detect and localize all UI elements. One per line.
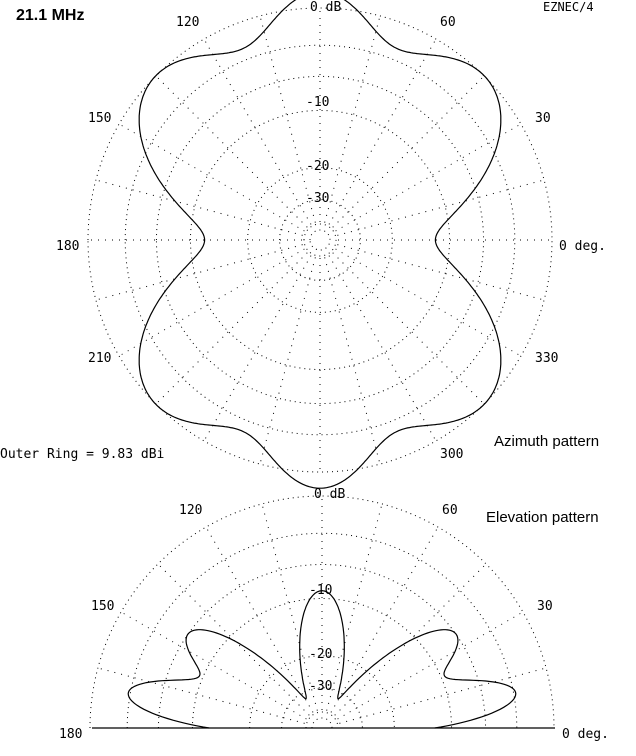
outer-ring-label: Outer Ring = 9.83 dBi <box>0 447 165 462</box>
el-label-60: 60 <box>442 503 458 518</box>
el-ring-label-30: -30 <box>309 679 333 694</box>
el-spoke <box>158 564 309 715</box>
el-ring <box>312 718 332 728</box>
el-spoke <box>335 564 486 715</box>
az-spoke <box>337 180 544 235</box>
azimuth-title: Azimuth pattern <box>494 433 600 450</box>
az-ring <box>304 224 336 256</box>
az-spoke <box>204 256 311 441</box>
az-label-180: 180 <box>56 239 80 254</box>
az-label-0deg: 0 deg. <box>559 239 606 254</box>
el-ring-label-10: -10 <box>309 583 333 598</box>
az-label-60: 60 <box>440 15 456 30</box>
az-spoke <box>119 124 304 231</box>
frequency-label: 21.1 MHz <box>16 7 85 24</box>
az-ring-label-20: -20 <box>306 159 330 174</box>
az-label-300: 300 <box>440 447 464 462</box>
el-label-120: 120 <box>179 503 203 518</box>
az-label-120: 120 <box>176 15 200 30</box>
el-label-180: 180 <box>59 727 83 742</box>
az-spoke <box>96 245 303 300</box>
az-ring <box>156 76 483 403</box>
az-label-330: 330 <box>535 351 559 366</box>
el-label-0deg: 0 deg. <box>562 727 609 742</box>
az-spoke <box>204 39 311 224</box>
el-spoke <box>327 504 382 711</box>
az-ring-label-10: -10 <box>306 95 330 110</box>
el-spoke <box>338 612 523 719</box>
az-spoke <box>96 180 303 235</box>
az-spoke <box>336 249 521 356</box>
az-label-0db: 0 dB <box>310 0 342 15</box>
az-ring <box>248 168 393 313</box>
az-label-30: 30 <box>535 111 551 126</box>
az-spoke <box>260 257 315 464</box>
azimuth-pattern-trace <box>139 0 501 488</box>
az-ring <box>310 230 330 250</box>
az-spoke <box>119 249 304 356</box>
az-spoke <box>337 245 544 300</box>
azimuth-grid <box>88 8 552 472</box>
elevation-title: Elevation pattern <box>486 509 599 526</box>
el-ring-label-20: -20 <box>309 647 333 662</box>
el-label-0db: 0 dB <box>314 487 346 502</box>
az-ring <box>280 200 361 281</box>
el-spoke <box>206 527 313 712</box>
el-spoke <box>121 612 306 719</box>
az-label-150: 150 <box>88 111 112 126</box>
el-ring <box>306 712 338 728</box>
program-label: EZNEC/4 <box>543 0 594 14</box>
az-spoke <box>329 256 436 441</box>
az-spoke <box>329 39 436 224</box>
el-spoke <box>331 527 438 712</box>
az-spoke <box>325 257 380 464</box>
az-spoke <box>336 124 521 231</box>
el-ring <box>192 599 451 728</box>
az-label-210: 210 <box>88 351 112 366</box>
az-ring-label-30: -30 <box>306 191 330 206</box>
el-label-150: 150 <box>91 599 115 614</box>
el-label-30: 30 <box>537 599 553 614</box>
az-spoke <box>325 16 380 223</box>
